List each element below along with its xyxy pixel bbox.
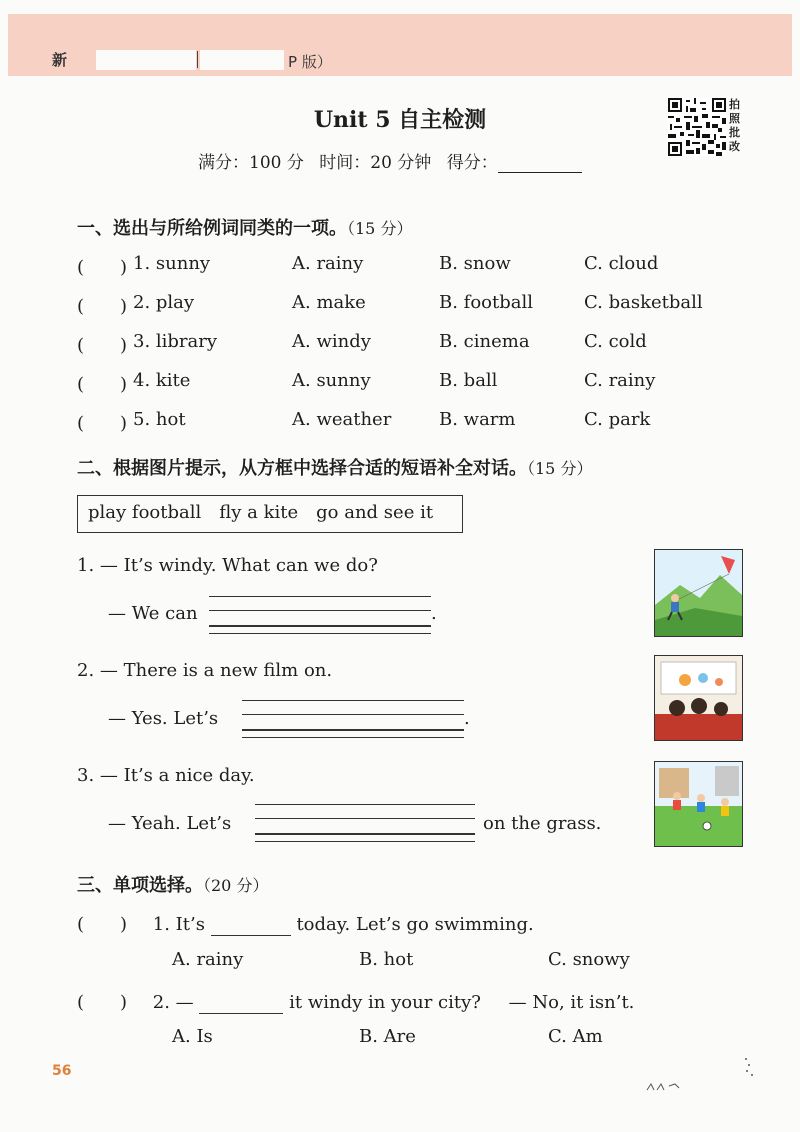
pencil-dots	[742, 1056, 756, 1078]
banner-left-text: 新	[52, 51, 68, 69]
option-b: B. snow	[439, 253, 511, 274]
fill-in-blank[interactable]	[211, 917, 291, 936]
dialog-2-answer-prefix: — Yes. Let’s	[108, 708, 219, 729]
dialog-2-answer-suffix: .	[464, 708, 470, 729]
banner-right-text: P 版）	[288, 53, 332, 71]
fill-in-blank[interactable]	[199, 995, 283, 1014]
option-c: C. Am	[548, 1026, 603, 1047]
list-item	[77, 253, 757, 277]
answer-blank[interactable]: ( )	[77, 296, 128, 317]
section-3-heading	[77, 871, 268, 897]
list-item	[77, 331, 757, 355]
option-b: B. football	[439, 292, 534, 313]
example-word: 5. hot	[133, 409, 186, 430]
option-c: C. rainy	[584, 370, 656, 391]
page-title: Unit 5 自主检测	[313, 107, 487, 133]
list-item	[77, 370, 757, 394]
answer-line[interactable]	[209, 625, 431, 627]
question-1-options	[77, 949, 757, 973]
option-a: A. Is	[172, 1026, 213, 1047]
exam-meta	[198, 148, 592, 173]
section-2-heading	[77, 454, 592, 480]
dialog-1-question: 1. — It’s windy. What can we do?	[77, 555, 378, 576]
option-a: A. sunny	[292, 370, 371, 391]
list-item	[77, 409, 757, 433]
question-1	[77, 910, 534, 936]
answer-blank[interactable]: ( )	[77, 335, 128, 356]
option-b: B. cinema	[439, 331, 530, 352]
writing-line	[242, 737, 464, 738]
example-word: 4. kite	[133, 370, 191, 391]
option-b: B. Are	[359, 1026, 416, 1047]
dialog-3-answer-suffix: on the grass.	[483, 813, 602, 834]
answer-line[interactable]	[242, 729, 464, 731]
score-blank[interactable]	[498, 154, 582, 173]
option-b: B. hot	[359, 949, 414, 970]
qr-label: 拍照批改	[729, 98, 740, 153]
option-c: C. basketball	[584, 292, 703, 313]
pencil-mark	[645, 1076, 685, 1096]
answer-blank[interactable]: ( )	[77, 914, 128, 935]
option-c: C. cold	[584, 331, 647, 352]
page-number: 56	[52, 1063, 72, 1079]
writing-line	[209, 596, 431, 597]
question-2-reply: — No, it isn’t.	[508, 992, 635, 1013]
banner-redaction-2	[200, 50, 284, 70]
question-2-pre: 2. —	[152, 992, 194, 1013]
option-c: C. cloud	[584, 253, 659, 274]
option-b: B. warm	[439, 409, 516, 430]
question-1-post: today. Let’s go swimming.	[296, 914, 534, 935]
section-2-title: 二、根据图片提示，从方框中选择合适的短语补全对话。	[77, 458, 527, 479]
section-3-title: 三、单项选择。	[77, 875, 203, 896]
question-2-post: it windy in your city?	[289, 992, 481, 1013]
section-2-points: （15 分）	[527, 459, 593, 478]
phrase-box	[77, 495, 463, 533]
writing-line	[255, 804, 475, 805]
option-a: A. windy	[292, 331, 371, 352]
dialog-1-answer-suffix: .	[431, 603, 437, 624]
question-1-pre: 1. It’s	[152, 914, 205, 935]
qr-code-icon[interactable]	[668, 98, 726, 156]
option-a: A. rainy	[292, 253, 364, 274]
answer-blank[interactable]: ( )	[77, 257, 128, 278]
answer-blank[interactable]: ( )	[77, 374, 128, 395]
section-1-title: 一、选出与所给例词同类的一项。	[77, 218, 347, 239]
dialog-1-answer-prefix: — We can	[108, 603, 198, 624]
list-item	[77, 292, 757, 316]
score-label: 得分：	[446, 153, 498, 173]
option-b: B. ball	[439, 370, 498, 391]
section-1-points: （15 分）	[347, 219, 413, 238]
example-word: 3. library	[133, 331, 218, 352]
answer-blank[interactable]: ( )	[77, 992, 128, 1013]
section-3-points: （20 分）	[203, 876, 269, 895]
writing-line	[255, 841, 475, 842]
kite-flying-illustration	[654, 549, 743, 637]
section-1-heading	[77, 214, 412, 240]
dialog-2-question: 2. — There is a new film on.	[77, 660, 333, 681]
time-limit: 时间：20 分钟	[319, 153, 432, 173]
option-c: C. park	[584, 409, 651, 430]
cinema-illustration	[654, 655, 743, 741]
answer-line[interactable]	[255, 833, 475, 835]
option-a: A. make	[292, 292, 366, 313]
writing-line	[255, 818, 475, 819]
phrase-fly-a-kite: fly a kite	[219, 502, 299, 523]
option-a: A. rainy	[172, 949, 244, 970]
writing-line	[209, 610, 431, 611]
dialog-3-answer-prefix: — Yeah. Let’s	[108, 813, 232, 834]
football-illustration	[654, 761, 743, 847]
option-c: C. snowy	[548, 949, 630, 970]
dialog-3-question: 3. — It’s a nice day.	[77, 765, 255, 786]
writing-line	[209, 633, 431, 634]
phrase-go-and-see-it: go and see it	[316, 502, 434, 523]
phrase-play-football: play football	[88, 502, 202, 523]
banner-redaction	[96, 50, 196, 70]
option-a: A. weather	[292, 409, 392, 430]
writing-line	[242, 714, 464, 715]
full-score: 满分：100 分	[198, 153, 304, 173]
question-2-options	[77, 1026, 757, 1050]
writing-line	[242, 700, 464, 701]
banner-separator	[197, 51, 198, 68]
question-2	[77, 988, 634, 1014]
example-word: 1. sunny	[133, 253, 211, 274]
answer-blank[interactable]: ( )	[77, 413, 128, 434]
example-word: 2. play	[133, 292, 195, 313]
